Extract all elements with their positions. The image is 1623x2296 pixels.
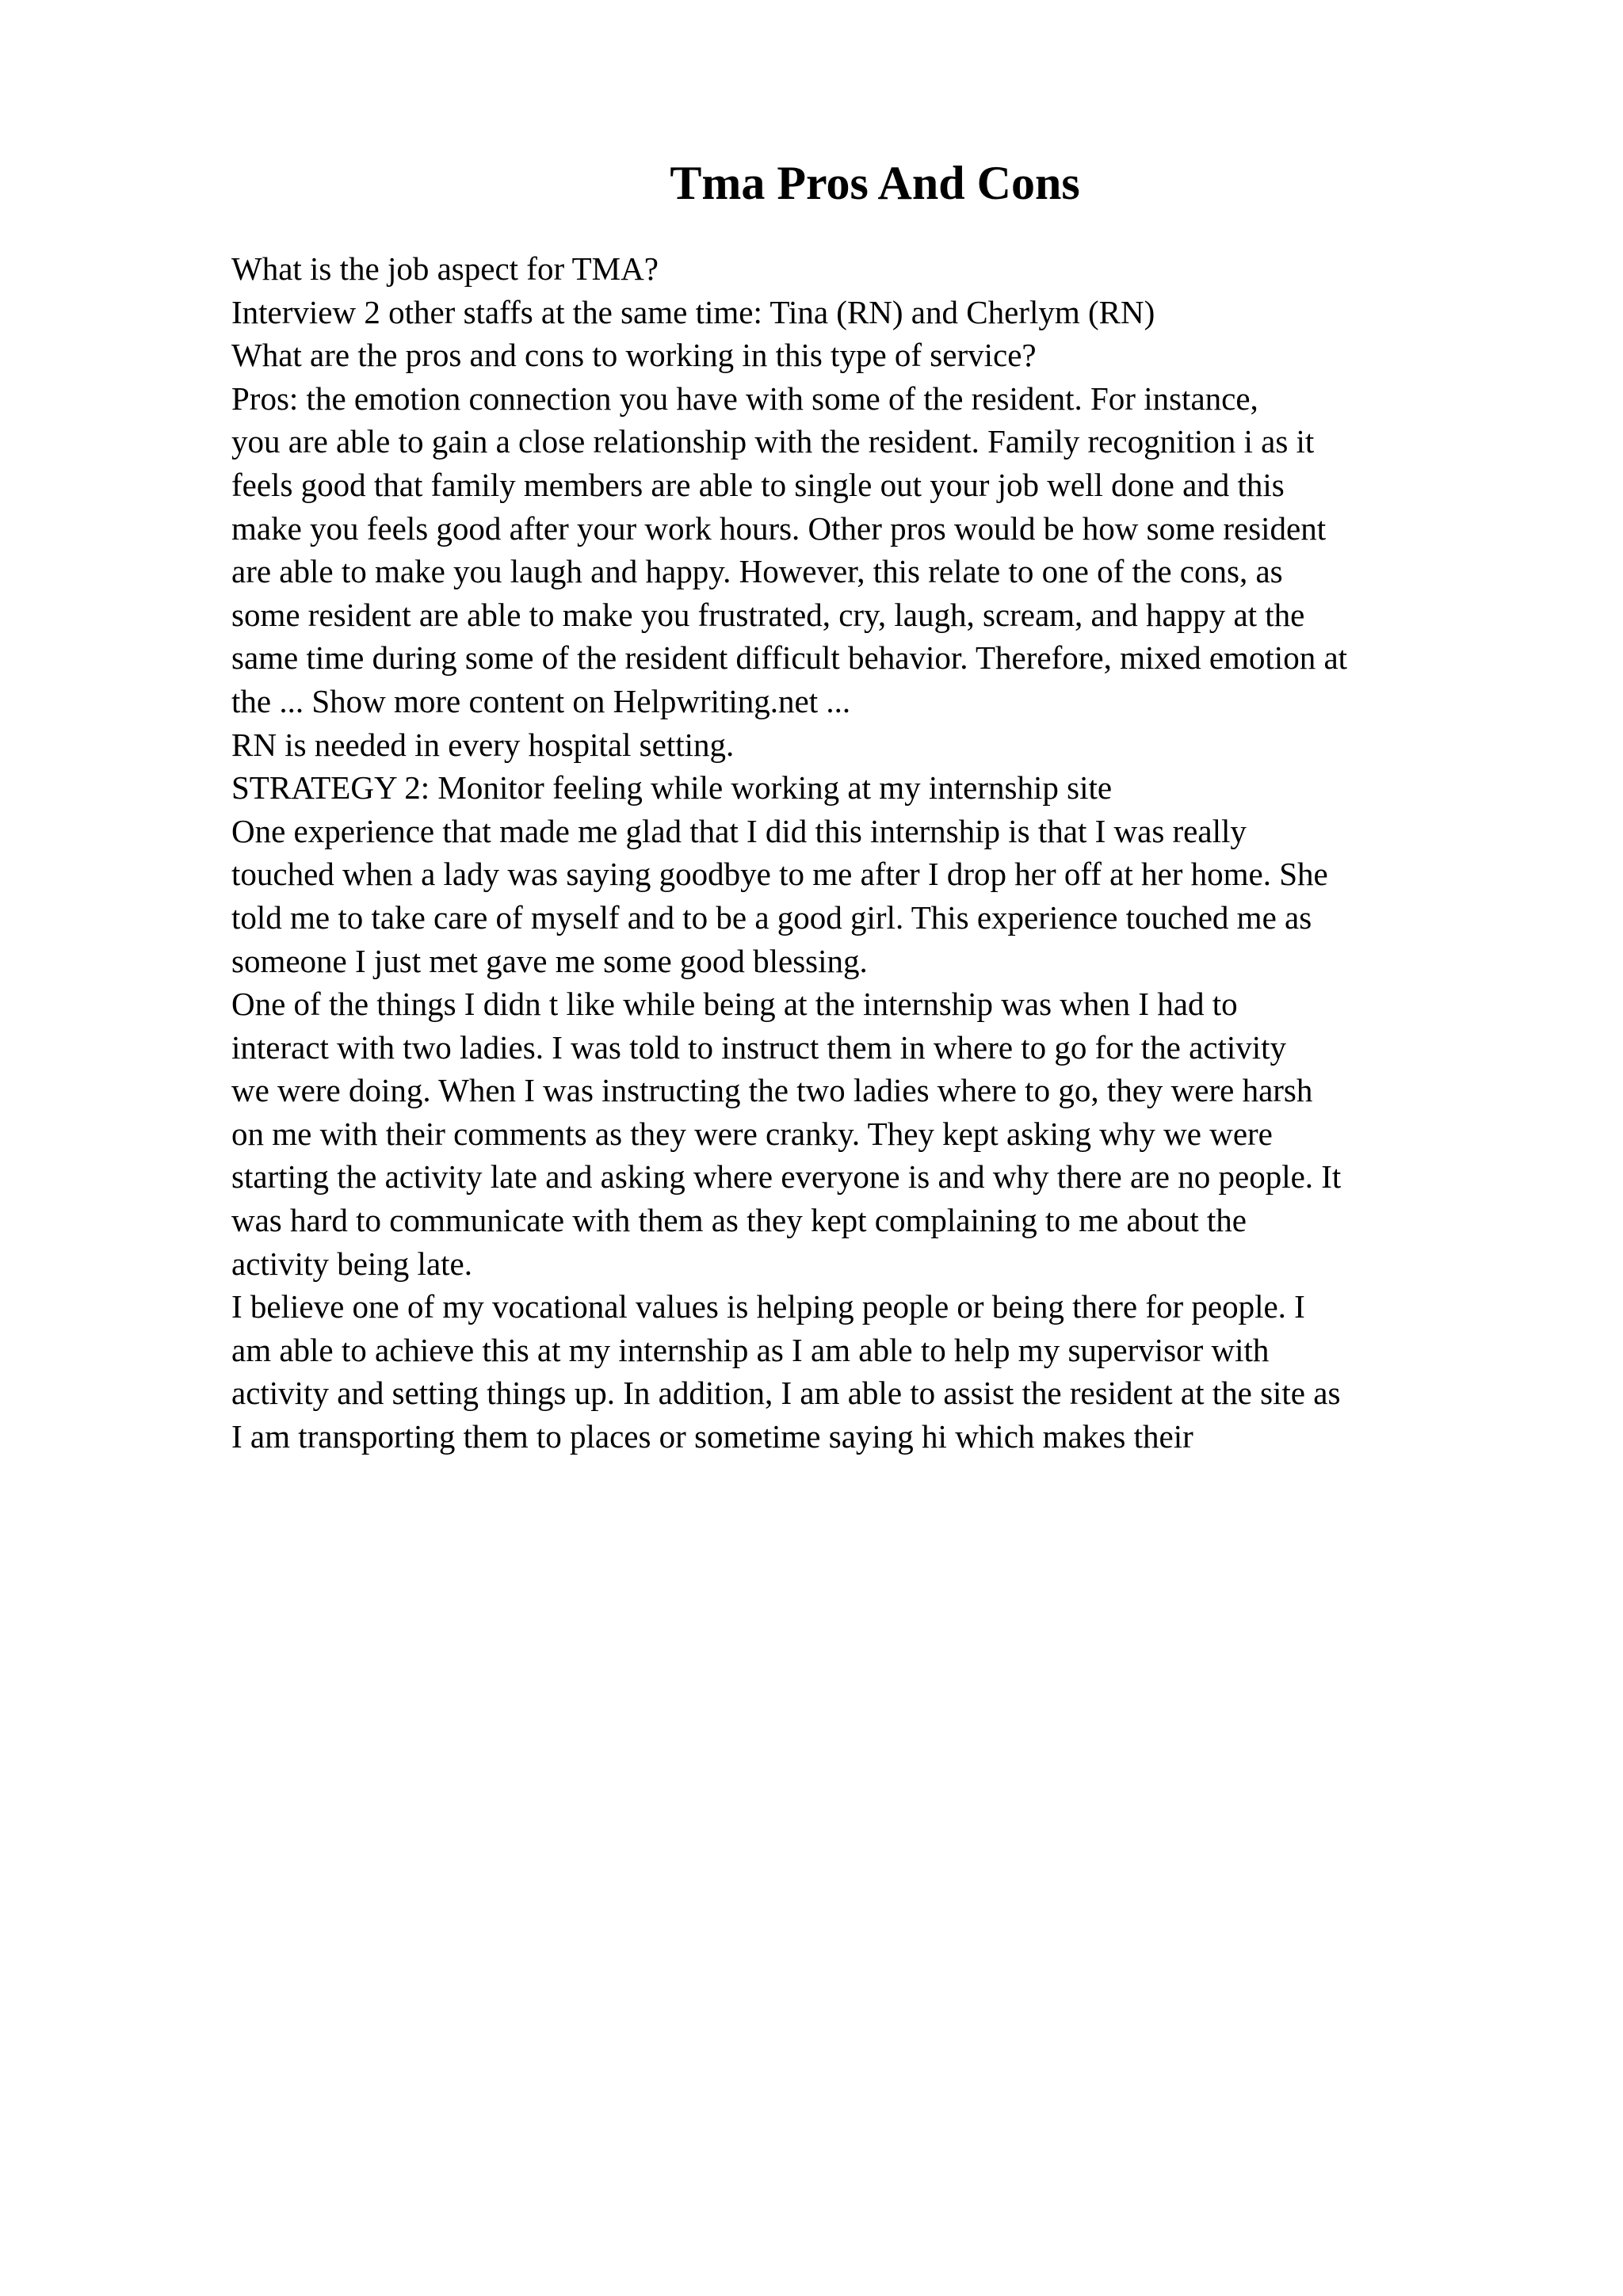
document-body xyxy=(231,247,1515,1459)
document-title: Tma Pros And Cons xyxy=(670,157,1080,209)
text-line: interact with two ladies. I was told to instruct them in where to go for the activity xyxy=(231,1028,1287,1066)
text-line: activity and setting things up. In addition, I am able to assist the resident at the site as xyxy=(231,1375,1341,1412)
text-line: activity being late. xyxy=(231,1245,472,1282)
text-line: the ... Show more content on Helpwriting.net ... xyxy=(231,682,851,719)
text-line: we were doing. When I was instructing the two ladies where to go, they were harsh xyxy=(231,1072,1313,1109)
text-line: One experience that made me glad that I did this internship is that I was really xyxy=(231,812,1247,849)
text-line: RN is needed in every hospital setting. xyxy=(231,726,735,763)
text-line: someone I just met gave me some good blessing. xyxy=(231,942,868,979)
text-line: make you feels good after your work hours. Other pros would be how some resident xyxy=(231,509,1327,547)
text-line: touched when a lady was saying goodbye to me after I drop her off at her home. She xyxy=(231,856,1328,893)
text-line: are able to make you laugh and happy. However, this relate to one of the cons, as xyxy=(231,553,1283,590)
text-line: Interview 2 other staffs at the same time: Tina (RN) and Cherlym (RN) xyxy=(231,293,1155,330)
text-line: was hard to communicate with them as they kept complaining to me about the xyxy=(231,1202,1247,1239)
text-line: some resident are able to make you frustrated, cry, laugh, scream, and happy at the xyxy=(231,596,1305,633)
text-line: told me to take care of myself and to be a good girl. This experience touched me as xyxy=(231,898,1312,936)
text-line: What are the pros and cons to working in this type of service? xyxy=(231,337,1037,374)
text-line: same time during some of the resident difficult behavior. Therefore, mixed emotion at xyxy=(231,639,1348,677)
text-line: you are able to gain a close relationship with the resident. Family recognition i as it xyxy=(231,423,1315,460)
text-line: One of the things I didn t like while being at the internship was when I had to xyxy=(231,986,1238,1023)
text-line: feels good that family members are able to single out your job well done and this xyxy=(231,466,1285,503)
text-line: I believe one of my vocational values is helping people or being there for people. I xyxy=(231,1288,1305,1325)
text-line: STRATEGY 2: Monitor feeling while working at my internship site xyxy=(231,769,1113,807)
text-line: What is the job aspect for TMA? xyxy=(231,250,659,287)
text-line: I am transporting them to places or sometime saying hi which makes their xyxy=(231,1418,1193,1455)
text-line: Pros: the emotion connection you have with some of the resident. For instance, xyxy=(231,379,1258,417)
text-line: starting the activity late and asking where everyone is and why there are no people. It xyxy=(231,1158,1342,1196)
text-line: on me with their comments as they were cranky. They kept asking why we were xyxy=(231,1115,1273,1152)
text-line: am able to achieve this at my internship as I am able to help my supervisor with xyxy=(231,1331,1270,1368)
